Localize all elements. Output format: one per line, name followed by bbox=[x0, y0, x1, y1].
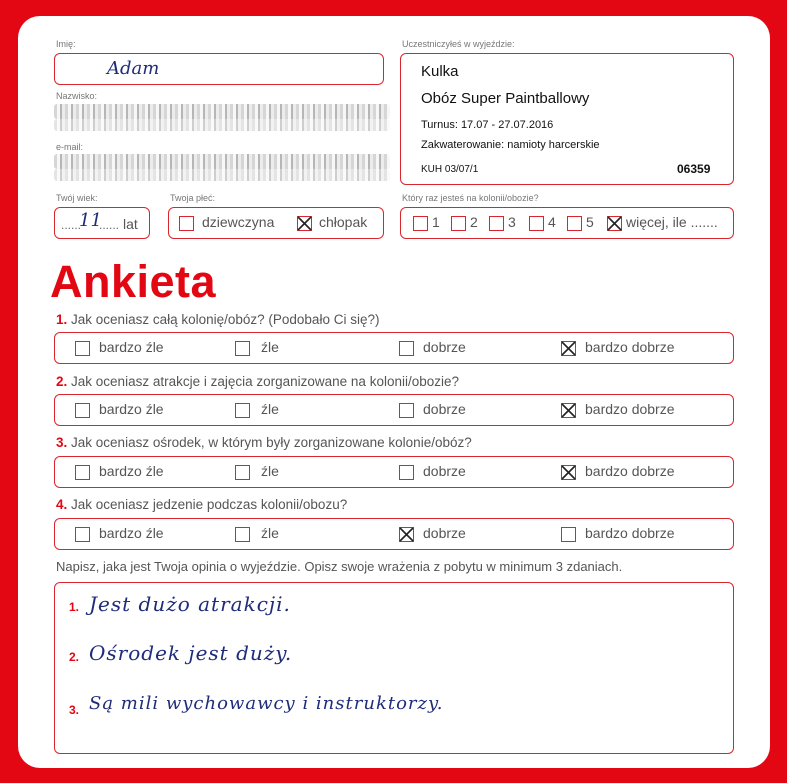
survey-sheet bbox=[18, 16, 770, 768]
trip-code: KUH 03/07/1 bbox=[421, 164, 479, 175]
times-checkbox-4[interactable] bbox=[529, 216, 544, 231]
trip-info-box bbox=[400, 53, 734, 185]
opinion-line-3-num: 3. bbox=[69, 703, 80, 717]
age-dots-left: ...... bbox=[61, 218, 82, 232]
surname-redacted bbox=[54, 104, 390, 119]
q1-option-very-bad: bardzo źle bbox=[99, 339, 164, 355]
q1-option-bad: źle bbox=[261, 339, 279, 355]
times-label: Który raz jesteś na kolonii/obozie? bbox=[402, 193, 539, 203]
q1-checkbox-very-bad[interactable] bbox=[75, 341, 90, 356]
cross-mark-icon bbox=[560, 464, 577, 481]
times-checkbox-more[interactable] bbox=[607, 216, 622, 231]
trip-camp: Obóz Super Paintballowy bbox=[421, 90, 590, 107]
gender-checkbox-girl[interactable] bbox=[179, 216, 194, 231]
question-1-options bbox=[54, 332, 734, 364]
cross-mark-icon bbox=[296, 215, 313, 232]
opinion-field[interactable] bbox=[54, 582, 734, 754]
q2-option-good: dobrze bbox=[423, 401, 466, 417]
age-label: Twój wiek: bbox=[56, 193, 98, 203]
q1-checkbox-very-good[interactable] bbox=[561, 341, 576, 356]
times-checkbox-5[interactable] bbox=[567, 216, 582, 231]
age-field[interactable] bbox=[54, 207, 150, 239]
q2-checkbox-bad[interactable] bbox=[235, 403, 250, 418]
q4-option-very-good: bardzo dobrze bbox=[585, 525, 675, 541]
opinion-line-2-text: Ośrodek jest duży. bbox=[89, 641, 293, 665]
q4-option-bad: źle bbox=[261, 525, 279, 541]
q3-checkbox-good[interactable] bbox=[399, 465, 414, 480]
question-4-text: 4. Jak oceniasz jedzenie podczas kolonii/obozu? bbox=[56, 497, 348, 512]
q1-checkbox-good[interactable] bbox=[399, 341, 414, 356]
cross-mark-icon bbox=[560, 340, 577, 357]
trip-label: Uczestniczyłeś w wyjeździe: bbox=[402, 39, 515, 49]
cross-mark-icon bbox=[606, 215, 623, 232]
trip-id: 06359 bbox=[677, 162, 711, 176]
times-option-1: 1 bbox=[432, 214, 440, 230]
q3-checkbox-very-bad[interactable] bbox=[75, 465, 90, 480]
opinion-line-1-num: 1. bbox=[69, 600, 80, 614]
q4-checkbox-bad[interactable] bbox=[235, 527, 250, 542]
q1-option-very-good: bardzo dobrze bbox=[585, 339, 675, 355]
opinion-line-1-text: Jest dużo atrakcji. bbox=[89, 592, 291, 616]
q2-checkbox-very-good[interactable] bbox=[561, 403, 576, 418]
times-option-5: 5 bbox=[586, 214, 594, 230]
q4-checkbox-good[interactable] bbox=[399, 527, 414, 542]
gender-field bbox=[168, 207, 384, 239]
name-value: Adam bbox=[107, 58, 160, 79]
gender-label-girl: dziewczyna bbox=[202, 214, 275, 230]
name-field[interactable] bbox=[54, 53, 384, 85]
email-redacted-lower bbox=[54, 169, 390, 181]
age-value: 11 bbox=[79, 210, 102, 231]
q4-option-good: dobrze bbox=[423, 525, 466, 541]
q2-option-very-good: bardzo dobrze bbox=[585, 401, 675, 417]
question-2-text: 2. Jak oceniasz atrakcje i zajęcia zorganizowane na kolonii/obozie? bbox=[56, 374, 460, 389]
question-2-options bbox=[54, 394, 734, 426]
q2-option-bad: źle bbox=[261, 401, 279, 417]
trip-turnus: Turnus: 17.07 - 27.07.2016 bbox=[421, 119, 554, 131]
opinion-prompt: Napisz, jaka jest Twoja opinia o wyjeździe. Opisz swoje wrażenia z pobytu w minimum 3 zdaniach. bbox=[56, 559, 623, 574]
q4-option-very-bad: bardzo źle bbox=[99, 525, 164, 541]
question-3-text: 3. Jak oceniasz ośrodek, w którym były zorganizowane kolonie/obóz? bbox=[56, 435, 472, 450]
q3-checkbox-very-good[interactable] bbox=[561, 465, 576, 480]
name-label: Imię: bbox=[56, 39, 76, 49]
surname-redacted-lower bbox=[54, 119, 390, 131]
age-unit: lat bbox=[123, 216, 138, 232]
q2-checkbox-good[interactable] bbox=[399, 403, 414, 418]
times-option-2: 2 bbox=[470, 214, 478, 230]
question-4-options bbox=[54, 518, 734, 550]
q2-checkbox-very-bad[interactable] bbox=[75, 403, 90, 418]
age-dots-right: ...... bbox=[99, 218, 120, 232]
q3-option-very-bad: bardzo źle bbox=[99, 463, 164, 479]
email-redacted bbox=[54, 154, 390, 169]
survey-title: Ankieta bbox=[50, 256, 217, 307]
q3-option-very-good: bardzo dobrze bbox=[585, 463, 675, 479]
question-3-options bbox=[54, 456, 734, 488]
trip-lodging: Zakwaterowanie: namioty harcerskie bbox=[421, 139, 600, 151]
times-field bbox=[400, 207, 734, 239]
q3-checkbox-bad[interactable] bbox=[235, 465, 250, 480]
times-checkbox-2[interactable] bbox=[451, 216, 466, 231]
gender-label: Twoja płeć: bbox=[170, 193, 216, 203]
times-option-3: 3 bbox=[508, 214, 516, 230]
q2-option-very-bad: bardzo źle bbox=[99, 401, 164, 417]
q4-checkbox-very-good[interactable] bbox=[561, 527, 576, 542]
trip-name: Kulka bbox=[421, 63, 459, 80]
q1-option-good: dobrze bbox=[423, 339, 466, 355]
opinion-line-2-num: 2. bbox=[69, 650, 80, 664]
cross-mark-icon bbox=[398, 526, 415, 543]
q3-option-good: dobrze bbox=[423, 463, 466, 479]
times-checkbox-1[interactable] bbox=[413, 216, 428, 231]
question-1-text: 1. Jak oceniasz całą kolonię/obóz? (Podobało Ci się?) bbox=[56, 312, 380, 327]
times-checkbox-3[interactable] bbox=[489, 216, 504, 231]
gender-label-boy: chłopak bbox=[319, 214, 368, 230]
q1-checkbox-bad[interactable] bbox=[235, 341, 250, 356]
email-label: e-mail: bbox=[56, 142, 84, 152]
cross-mark-icon bbox=[560, 402, 577, 419]
opinion-line-3-text: Są mili wychowawcy i instruktorzy. bbox=[89, 693, 444, 714]
q3-option-bad: źle bbox=[261, 463, 279, 479]
gender-checkbox-boy[interactable] bbox=[297, 216, 312, 231]
q4-checkbox-very-bad[interactable] bbox=[75, 527, 90, 542]
surname-label: Nazwisko: bbox=[56, 91, 98, 101]
times-option-more: więcej, ile ....... bbox=[626, 214, 718, 230]
times-option-4: 4 bbox=[548, 214, 556, 230]
